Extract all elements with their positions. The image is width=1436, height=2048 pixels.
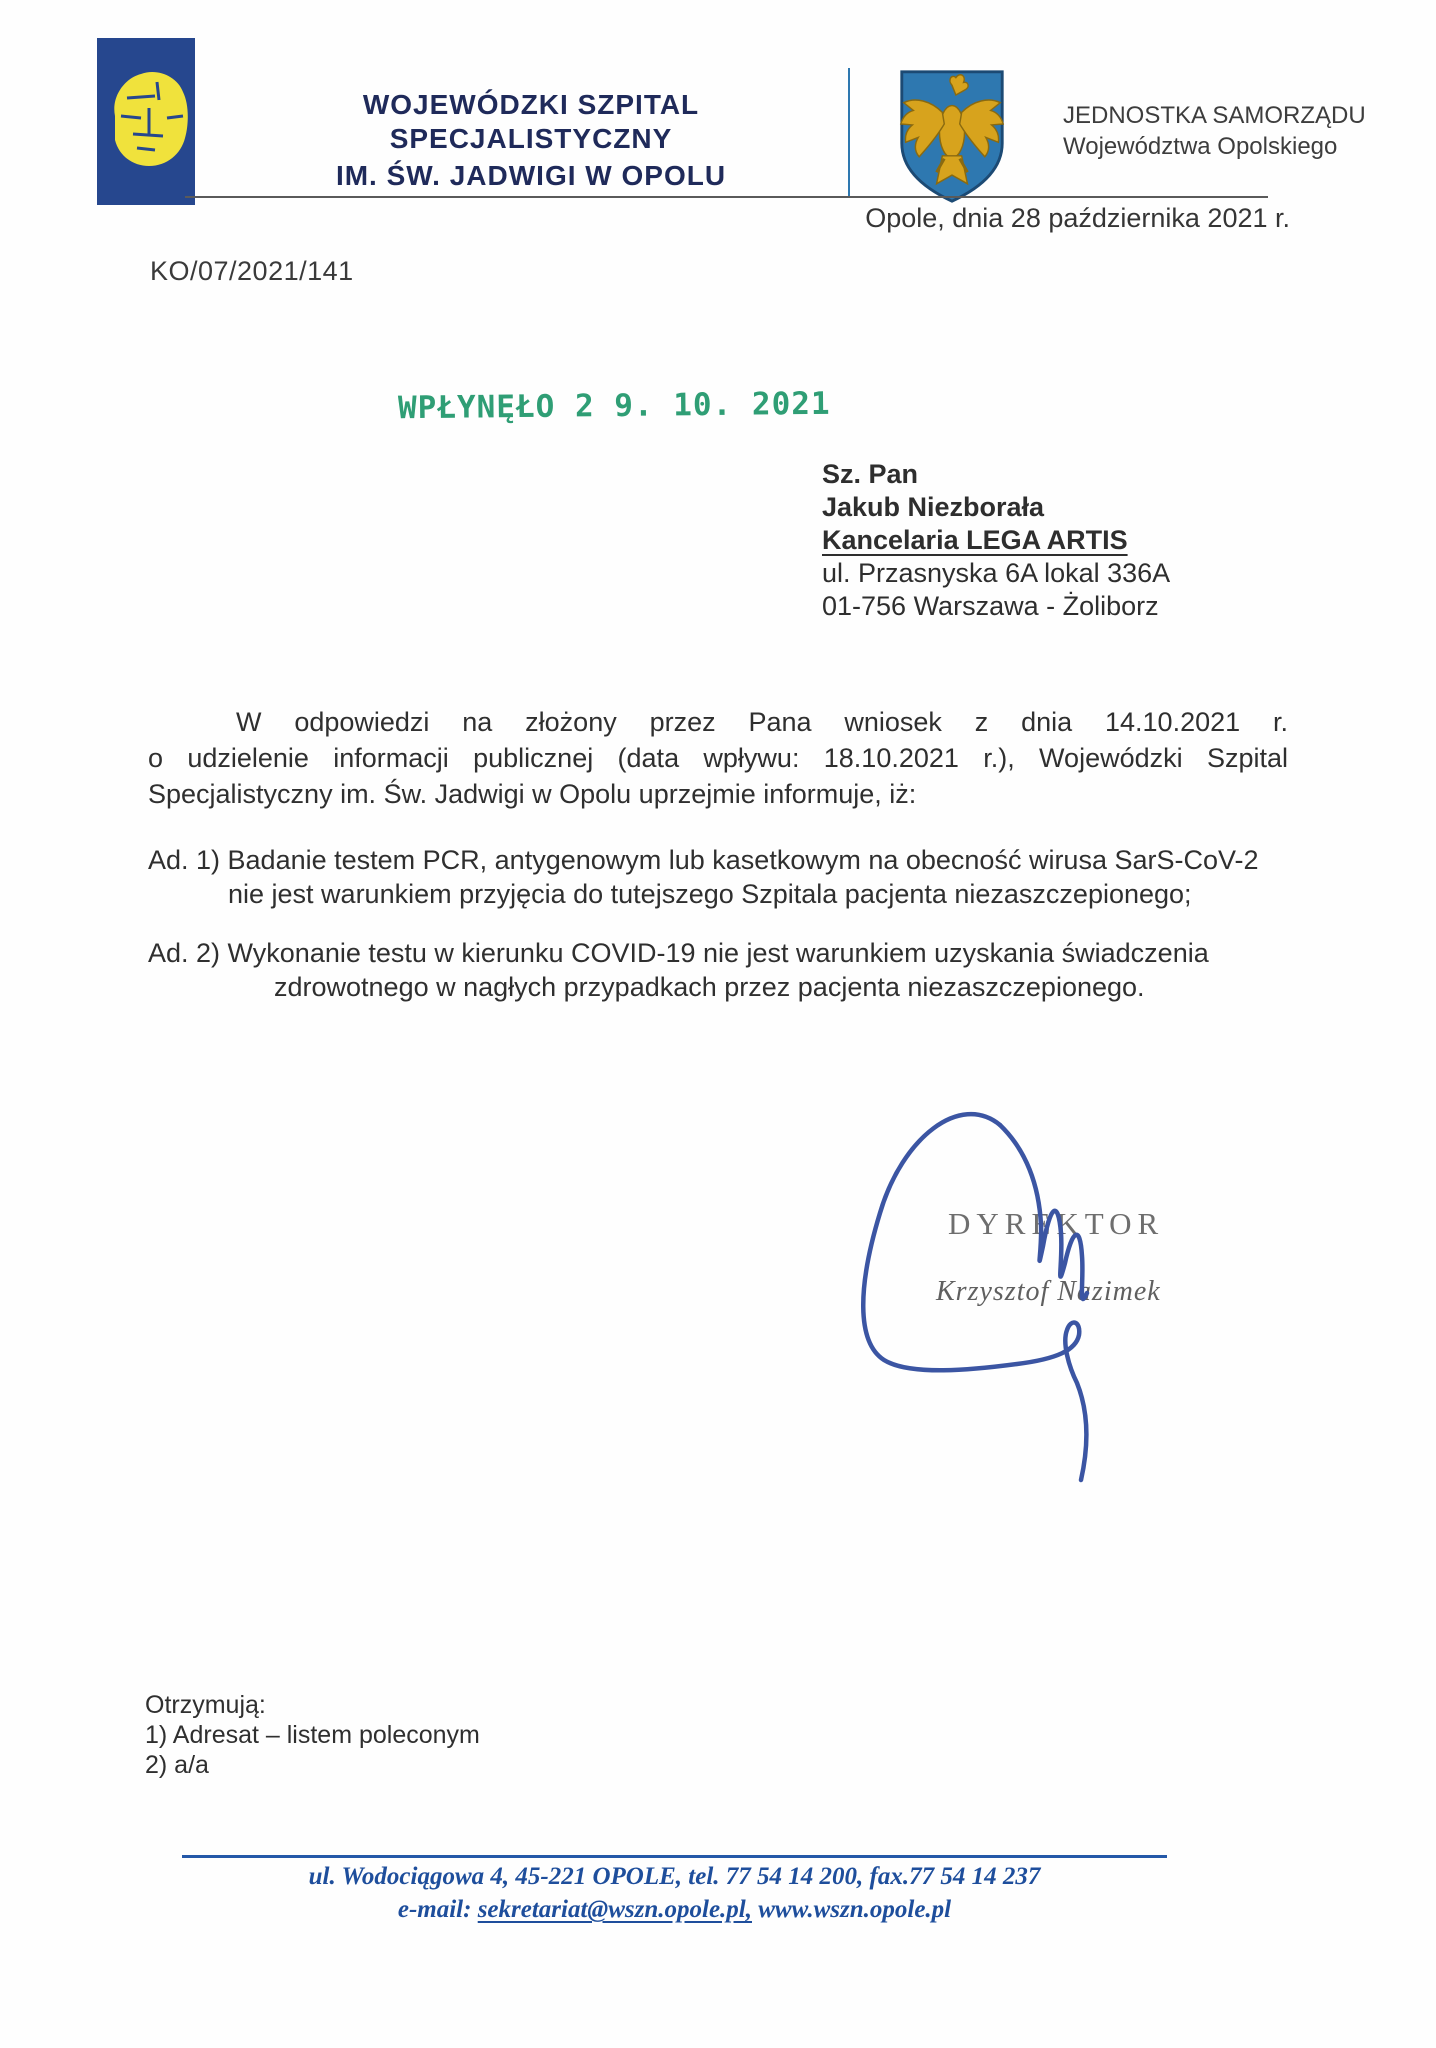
header-divider [848, 68, 850, 196]
recipient-block [822, 458, 1170, 623]
body-point2 [148, 936, 1293, 1004]
distribution-item-2: 2) a/a [145, 1751, 209, 1779]
recipient-salutation: Sz. Pan [822, 459, 919, 489]
body-intro-paragraph [148, 704, 1288, 812]
body-point1 [148, 843, 1293, 911]
body-point2-line2: zdrowotnego w nagłych przypadkach przez pacjenta niezaszczepionego. [274, 972, 1145, 1002]
recipient-company: Kancelaria LEGA ARTIS [822, 525, 1128, 555]
org-unit-text [1063, 100, 1366, 162]
header-rule [185, 196, 1268, 198]
recipient-address-line2: 01-756 Warszawa - Żoliborz [822, 591, 1159, 621]
footer-address-line: ul. Wodociągowa 4, 45-221 OPOLE, tel. 77 54 14 200, fax.77 54 14 237 [308, 1863, 1041, 1890]
body-point1-line2: nie jest warunkiem przyjęcia do tutejszego Szpitala pacjenta niezaszczepionego; [228, 879, 1192, 909]
hospital-name-line1: WOJEWÓDZKI SZPITAL SPECJALISTYCZNY [362, 89, 700, 154]
recipient-address-line1: ul. Przasnyska 6A lokal 336A [822, 558, 1171, 588]
opole-voivodeship-coat-of-arms-icon [893, 66, 1011, 211]
recipient-name: Jakub Niezborała [822, 492, 1045, 522]
footer-email-address: sekretariat@wszn.opole.pl, [477, 1896, 752, 1923]
distribution-heading: Otrzymują: [145, 1691, 266, 1719]
body-point2-line1: Ad. 2) Wykonanie testu w kierunku COVID-19 nie jest warunkiem uzyskania świadczenia [148, 938, 1209, 968]
org-unit-line1: JEDNOSTKA SAMORZĄDU [1063, 102, 1366, 129]
reference-number: KO/07/2021/141 [150, 256, 354, 286]
footer-rule [182, 1855, 1167, 1858]
footer-email-label: e-mail: [397, 1896, 478, 1923]
body-intro-line2: o udzielenie informacji publicznej (data wpływu: 18.10.2021 r.), Wojewódzki Szpital [148, 743, 1288, 773]
footer-website: www.wszn.opole.pl [752, 1896, 952, 1923]
hospital-name [225, 88, 837, 193]
signature-title: DYREKTOR [948, 1206, 1165, 1241]
hospital-logo-icon [97, 38, 195, 210]
received-date-stamp: WPŁYNĘŁO 2 9. 10. 2021 [397, 385, 831, 427]
body-intro-line3: Specjalistyczny im. Św. Jadwigi w Opolu uprzejmie informuje, iż: [148, 779, 917, 809]
signature-name: Krzysztof Nazimek [936, 1276, 1161, 1307]
body-point1-line1: Ad. 1) Badanie testem PCR, antygenowym lub kasetkowym na obecność wirusa SarS-CoV-2 [148, 845, 1259, 875]
place-and-date: Opole, dnia 28 października 2021 r. [865, 203, 1290, 233]
footer-contact-line [182, 1896, 1167, 1924]
body-intro-line1: W odpowiedzi na złożony przez Pana wniosek z dnia 14.10.2021 r. [236, 707, 1288, 737]
distribution-list [145, 1690, 480, 1780]
hospital-name-line2: IM. ŚW. JADWIGI W OPOLU [335, 160, 727, 191]
org-unit-line2: Województwa Opolskiego [1063, 133, 1338, 160]
distribution-item-1: 1) Adresat – listem poleconym [145, 1721, 480, 1749]
